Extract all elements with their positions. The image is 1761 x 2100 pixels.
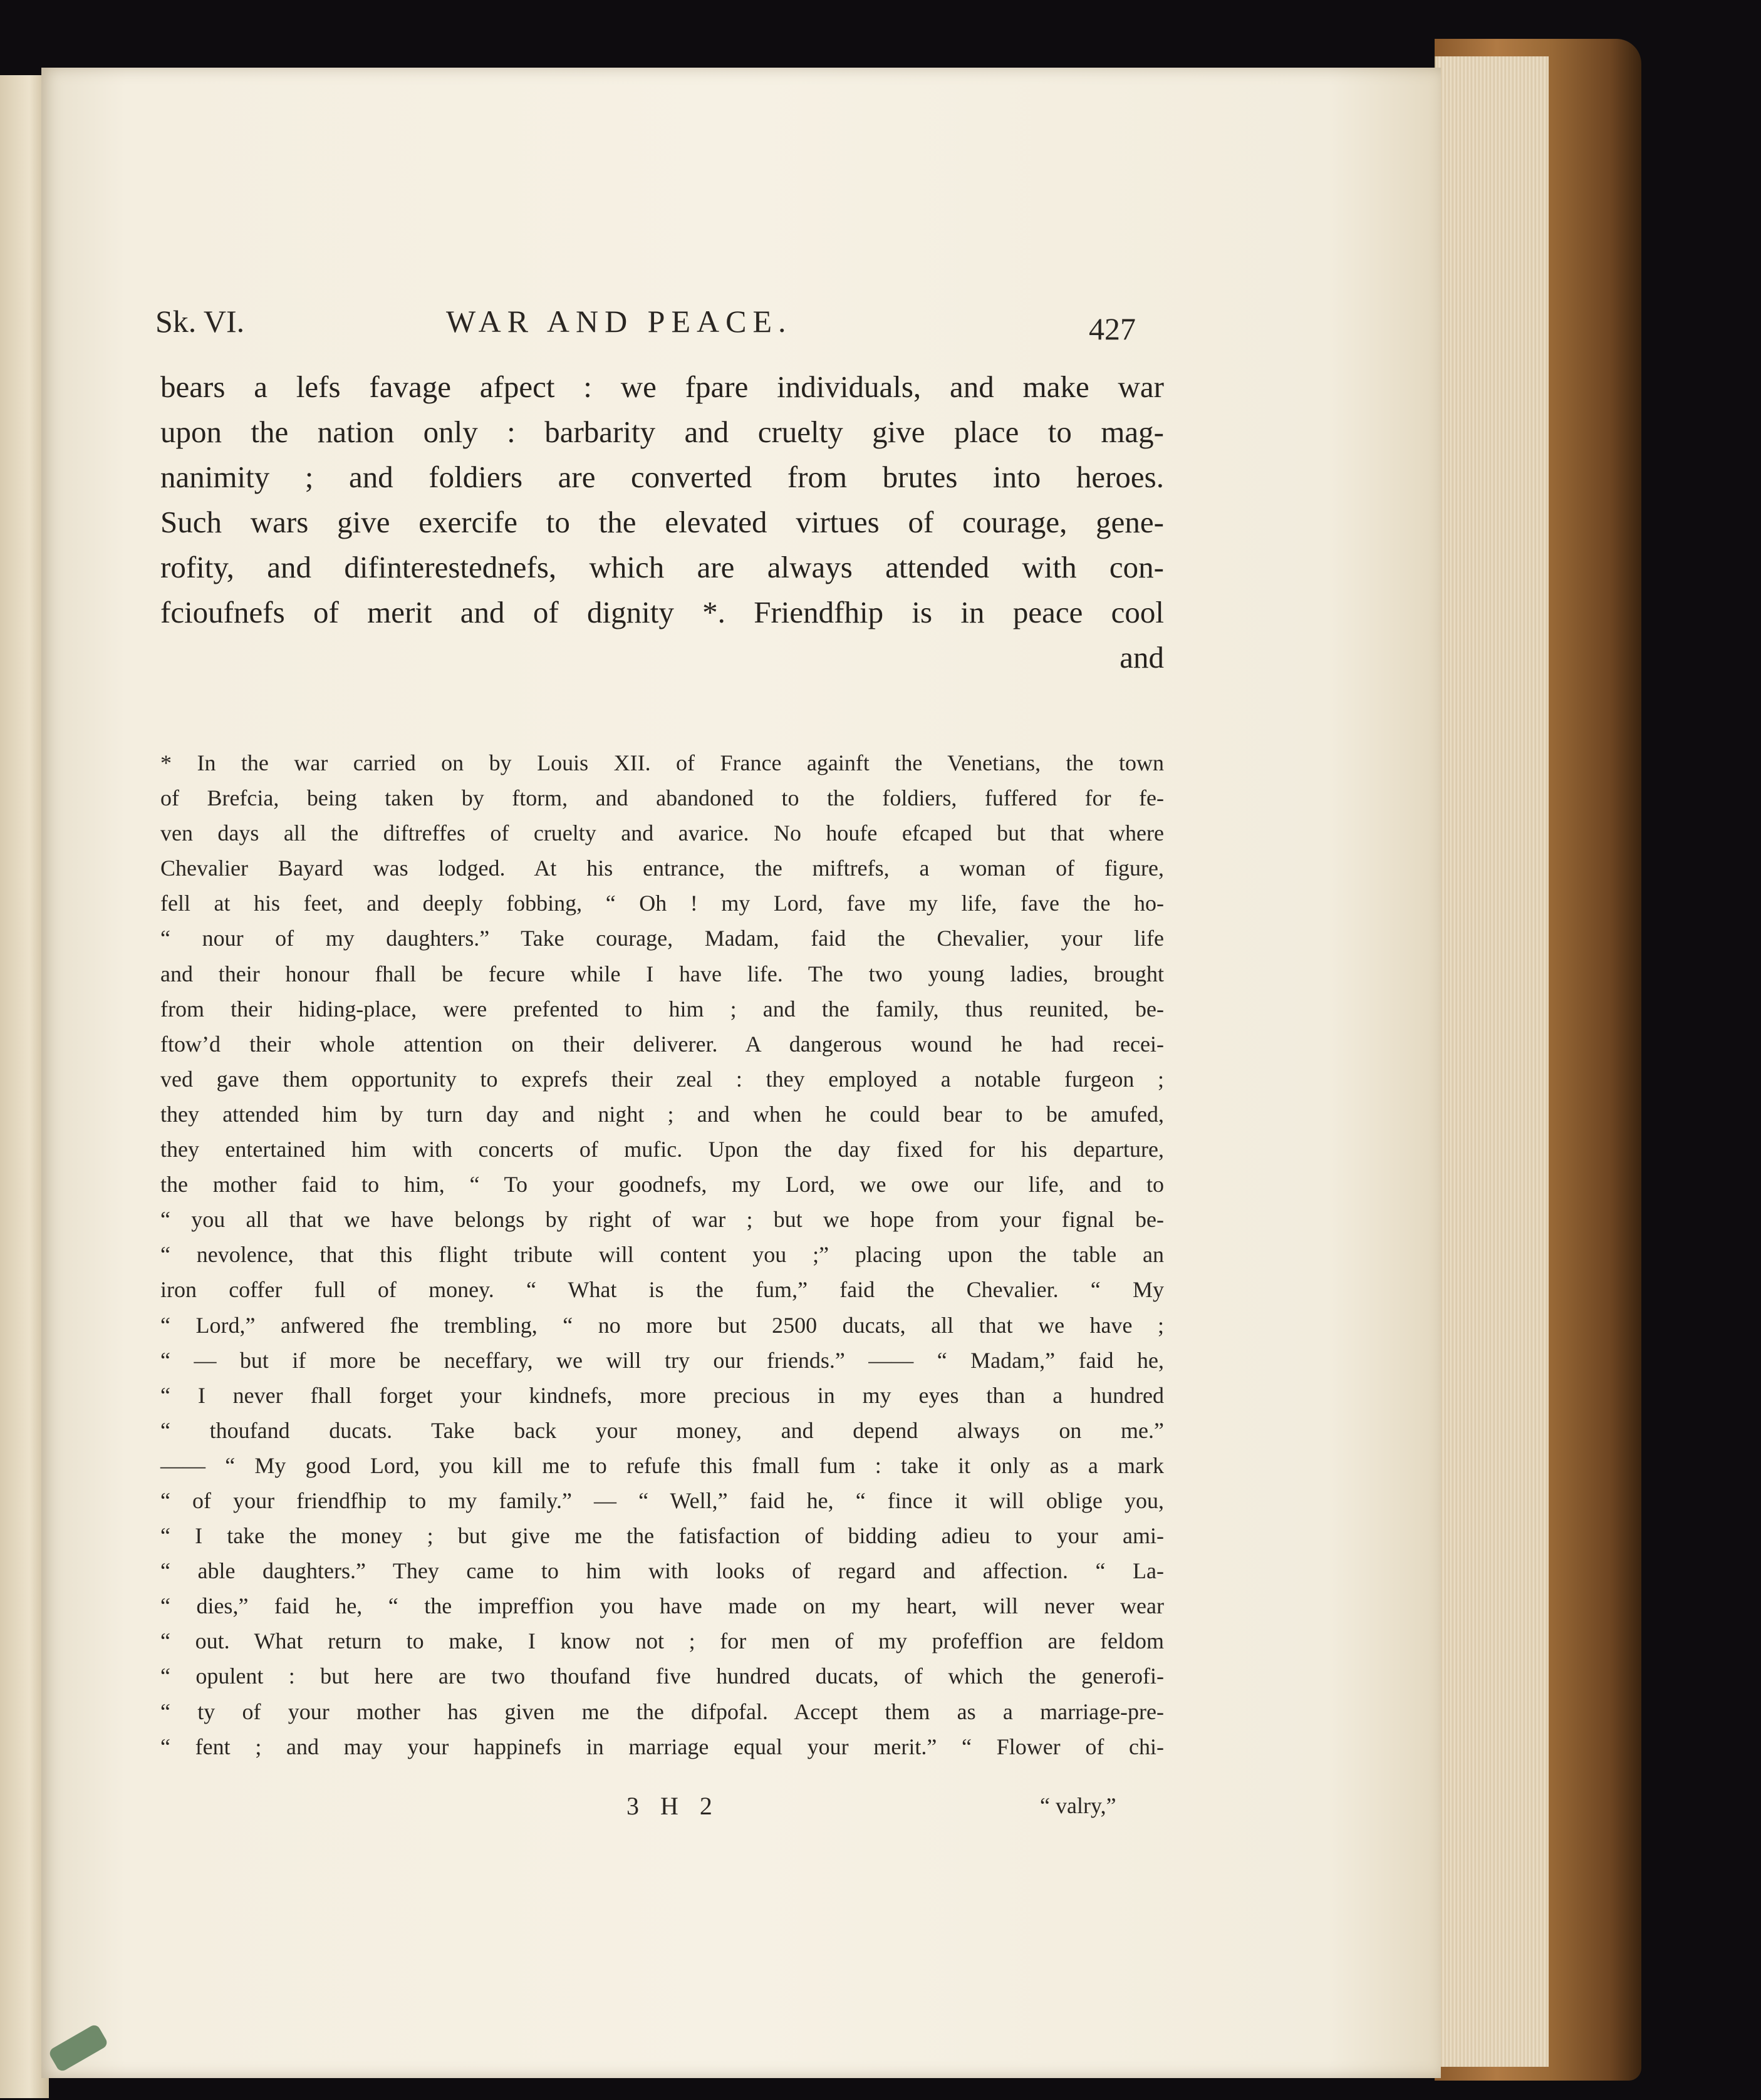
text-line: fell at his feet, and deeply fobbing, “ Oh ! my Lord, fave my life, fave the ho- <box>160 891 1164 916</box>
text-line: from their hiding-place, were prefented to him ; and the family, thus reunited, be- <box>160 996 1164 1022</box>
footnote <box>160 745 1164 1764</box>
text-line: of Brefcia, being taken by ftorm, and abandoned to the foldiers, fuffered for fe- <box>160 785 1164 811</box>
text-line: nanimity ; and foldiers are converted from brutes into heroes. <box>160 460 1164 494</box>
text-line: —— “ My good Lord, you kill me to refufe this fmall fum : take it only as a mark <box>160 1452 1164 1478</box>
text-line: bears a lefs favage afpect : we fpare individuals, and make war <box>160 370 1164 404</box>
text-line: “ able daughters.” They came to him with looks of regard and affection. “ La- <box>160 1558 1164 1584</box>
text-line: rofity, and difinterestednefs, which are always attended with con- <box>160 550 1164 584</box>
page-fore-edge <box>1435 56 1549 2067</box>
signature-mark: 3 H 2 <box>626 1792 720 1820</box>
text-line: “ of your friendfhip to my family.” — “ Well,” faid he, “ fince it will oblige you, <box>160 1487 1164 1513</box>
text-line: ftow’d their whole attention on their deliverer. A dangerous wound he had recei- <box>160 1031 1164 1057</box>
text-line: Chevalier Bayard was lodged. At his entrance, the miftrefs, a woman of figure, <box>160 856 1164 881</box>
text-line: “ nevolence, that this flight tribute will content you ;” placing upon the table an <box>160 1242 1164 1268</box>
text-line: “ opulent : but here are two thoufand five hundred ducats, of which the generofi- <box>160 1663 1164 1689</box>
text-line: ven days all the diftreffes of cruelty and avarice. No houfe efcaped but that where <box>160 820 1164 846</box>
text-line: “ — but if more be neceffary, we will try our friends.” —— “ Madam,” faid he, <box>160 1347 1164 1373</box>
text-line: “ nour of my daughters.” Take courage, Madam, faid the Chevalier, your life <box>160 926 1164 951</box>
text-line: “ dies,” faid he, “ the impreffion you have made on my heart, will never wear <box>160 1593 1164 1619</box>
running-header <box>0 299 1761 349</box>
text-line: ved gave them opportunity to exprefs their zeal : they employed a notable furgeon ; <box>160 1066 1164 1092</box>
text-line: Such wars give exercife to the elevated virtues of courage, gene- <box>160 505 1164 539</box>
text-line: “ you all that we have belongs by right of war ; but we hope from your fignal be- <box>160 1207 1164 1233</box>
text-line: “ I take the money ; but give me the fatisfaction of bidding adieu to your ami- <box>160 1523 1164 1549</box>
text-line: “ Lord,” anfwered fhe trembling, “ no more but 2500 ducats, all that we have ; <box>160 1312 1164 1338</box>
text-line: and their honour fhall be fecure while I have life. The two young ladies, brought <box>160 961 1164 986</box>
text-line: and <box>1119 640 1164 675</box>
text-line: “ fent ; and may your happinefs in marriage equal your merit.” “ Flower of chi- <box>160 1734 1164 1759</box>
text-line: the mother faid to him, “ To your goodnefs, my Lord, we owe our life, and to <box>160 1172 1164 1197</box>
section-label: Sk. VI. <box>155 304 245 339</box>
catchword: “ valry,” <box>1040 1793 1116 1818</box>
text-line: * In the war carried on by Louis XII. of France againft the Venetians, the town <box>160 750 1164 775</box>
text-line: “ ty of your mother has given me the difpofal. Accept them as a marriage-pre- <box>160 1699 1164 1724</box>
text-line: iron coffer full of money. “ What is the fum,” faid the Chevalier. “ My <box>160 1277 1164 1303</box>
text-line: “ thoufand ducats. Take back your money, and depend always on me.” <box>160 1417 1164 1443</box>
text-line: fcioufnefs of merit and of dignity *. Friendfhip is in peace cool <box>160 595 1164 629</box>
page-number: 427 <box>1089 311 1136 346</box>
text-line: upon the nation only : barbarity and cruelty give place to mag- <box>160 415 1164 449</box>
text-line: “ I never fhall forget your kindnefs, more precious in my eyes than a hundred <box>160 1382 1164 1408</box>
text-line: they attended him by turn day and night ; and when he could bear to be amufed, <box>160 1101 1164 1127</box>
main-text <box>160 365 1164 680</box>
text-line: “ out. What return to make, I know not ; for men of my profeffion are feldom <box>160 1628 1164 1654</box>
text-line: they entertained him with concerts of mufic. Upon the day fixed for his departure, <box>160 1137 1164 1162</box>
running-title: WAR AND PEACE. <box>446 304 792 339</box>
